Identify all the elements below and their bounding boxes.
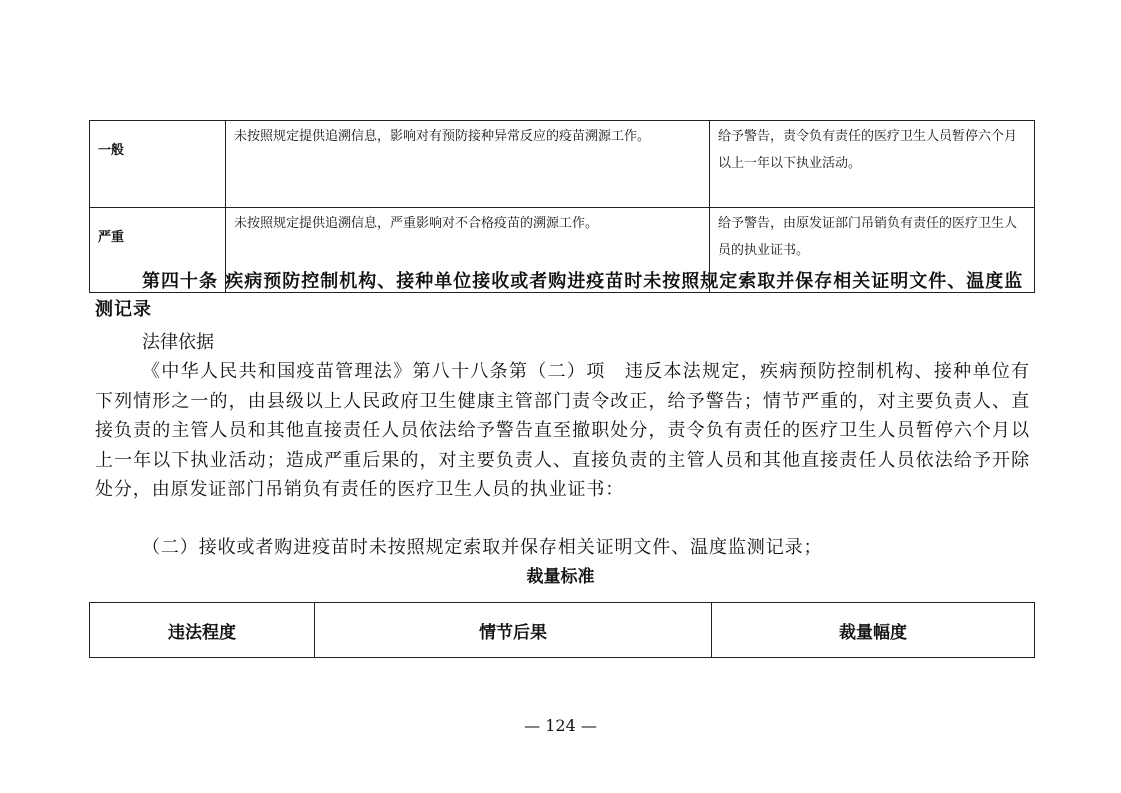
table-caption: 裁量标准 bbox=[526, 567, 595, 587]
discretion-standard-table bbox=[89, 602, 1035, 658]
table-header-row bbox=[90, 603, 1035, 658]
violation-level-cell: 严重 bbox=[90, 208, 226, 293]
column-header-penalty-range: 裁量幅度 bbox=[712, 603, 1035, 658]
column-header-circumstance: 情节后果 bbox=[315, 603, 712, 658]
circumstance-cell: 未按照规定提供追溯信息，影响对有预防接种异常反应的疫苗溯源工作。 bbox=[226, 121, 710, 208]
table-row bbox=[90, 121, 1035, 208]
article-title: 第四十条 疾病预防控制机构、接种单位接收或者购进疫苗时未按照规定索取并保存相关证明文件、温度监测记录 bbox=[95, 271, 1024, 320]
circumstance-cell: 未按照规定提供追溯信息，严重影响对不合格疫苗的溯源工作。 bbox=[226, 208, 710, 293]
legal-basis-label: 法律依据 bbox=[142, 332, 214, 353]
column-header-violation-level: 违法程度 bbox=[90, 603, 315, 658]
law-text-paragraph: 《中华人民共和国疫苗管理法》第八十八条第（二）项 违反本法规定，疾病预防控制机构、接种单位有下列情形之一的，由县级以上人民政府卫生健康主管部门责令改正，给予警告；情节严重的，对主要负责人、直接负责的主管人员和其他直接责任人员依法给予警告直至撤职处分，责令负有责任的医疗卫生人员暂停六个月以上一年以下执业活动；造成严重后果的，对主要负责人、直接负责的主管人员和其他直接责任人员依法给予开除处分，由原发证部门吊销负有责任的医疗卫生人员的执业证书： bbox=[95, 361, 1030, 500]
penalty-cell: 给予警告，由原发证部门吊销负有责任的医疗卫生人员的执业证书。 bbox=[710, 208, 1035, 293]
law-item-paragraph: （二）接收或者购进疫苗时未按照规定索取并保存相关证明文件、温度监测记录； bbox=[142, 537, 823, 558]
page-number: — 124 — bbox=[524, 716, 597, 735]
penalty-cell: 给予警告，责令负有责任的医疗卫生人员暂停六个月以上一年以下执业活动。 bbox=[710, 121, 1035, 208]
violation-level-cell: 一般 bbox=[90, 121, 226, 208]
